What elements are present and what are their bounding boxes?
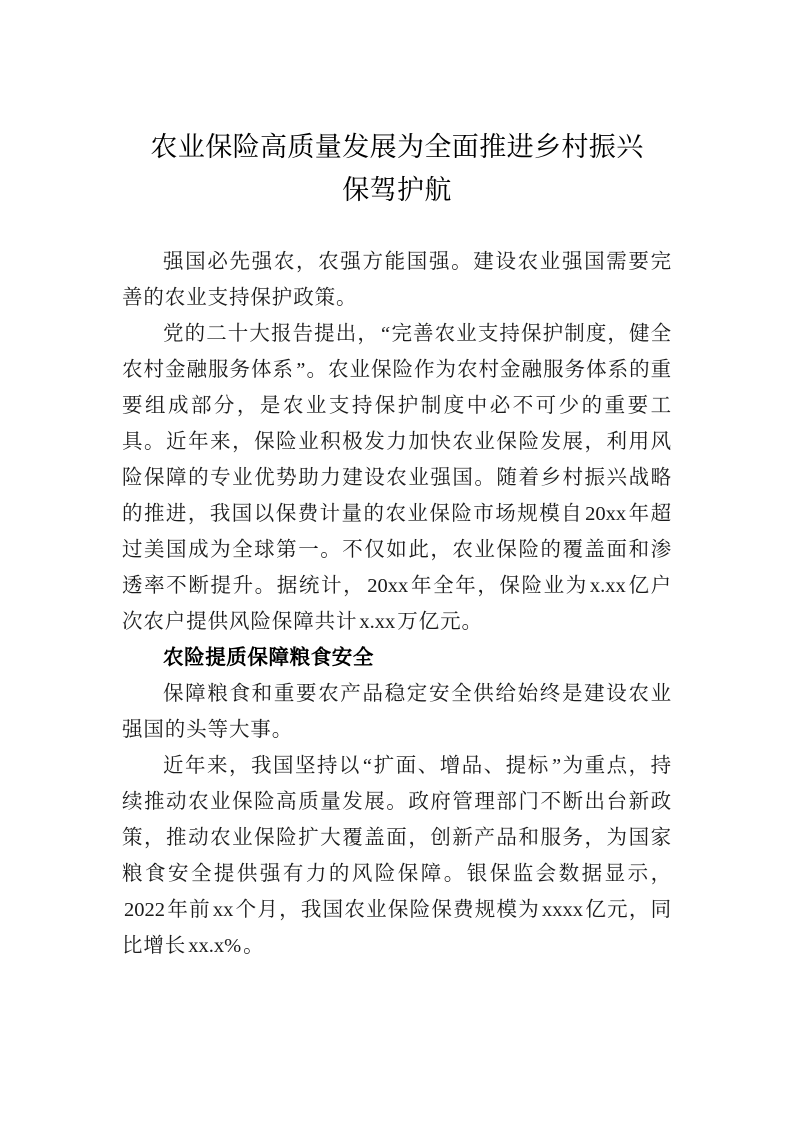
paragraph-2: [122, 316, 672, 640]
section-heading-1: 农险提质保障粮食安全: [163, 646, 374, 669]
paragraph-4-seg-5: 。: [243, 935, 265, 957]
paragraph-4-premium: xxxx: [542, 899, 584, 921]
paragraph-2-year-1: 20xx: [585, 503, 627, 525]
page-title-line-2: 保驾护航: [342, 175, 452, 205]
paragraph-3-text: 保障粮食和重要农产品稳定安全供给始终是建设农业强国的头等大事。: [122, 683, 672, 741]
paragraph-2-value-1: x.xx: [589, 575, 626, 597]
paragraph-4-months: xx: [212, 899, 234, 921]
paragraph-4-seg-3: 个月，我国农业保险保费规模为: [235, 899, 541, 921]
paragraph-4-seg-2: 年前: [167, 899, 211, 921]
paragraph-2-seg-2: 年超过美国成为全球第一。不仅如此，农业保险的覆盖面和渗透率不断提升。据统计，: [122, 503, 672, 597]
paragraph-2-seg-4: 亿户次农户提供风险保障共计: [122, 575, 672, 633]
paragraph-4-seg-1: 近年来，我国坚持以“扩面、增品、提标”为重点，持续推动农业保险高质量发展。政府管理部门不断出台新政策，推动农业保险扩大覆盖面，创新产品和服务，为国家粮食安全提供强有力的风险保障。银保监会数据显示，: [122, 755, 672, 885]
title-spacer: [122, 212, 672, 244]
paragraph-4-year-1: 2022: [124, 899, 165, 921]
paragraph-1-text: 强国必先强农，农强方能国强。建设农业强国需要完善的农业支持保护政策。: [122, 251, 672, 309]
page-content-area: [122, 0, 672, 964]
paragraph-4-seg-4: 亿元，同比增长: [122, 899, 672, 957]
paragraph-2-year-2: 20xx: [367, 575, 409, 597]
paragraph-2-seg-3: 年全年，保险业为: [410, 575, 588, 597]
paragraph-2-value-2: x.xx: [359, 611, 396, 633]
paragraph-2-seg-5: 万亿元。: [397, 611, 483, 633]
paragraph-3: [122, 676, 672, 748]
paragraph-2-seg-1: 党的二十大报告提出，“完善农业支持保护制度，健全农村金融服务体系”。农业保险作为农村金融服务体系的重要组成部分，是农业支持保护制度中必不可少的重要工具。近年来，保险业积极发力加快农业保险发展，利用风险保障的专业优势助力建设农业强国。随着乡村振兴战略的推进，我国以保费计量的农业保险市场规模自: [122, 323, 672, 525]
paragraph-4: [122, 748, 672, 964]
page-title: [122, 0, 672, 212]
paragraph-4-growth-rate: xx.x%: [188, 935, 242, 957]
paragraph-1: [122, 244, 672, 316]
page-title-line-1: 农业保险高质量发展为全面推进乡村振兴: [150, 132, 644, 162]
